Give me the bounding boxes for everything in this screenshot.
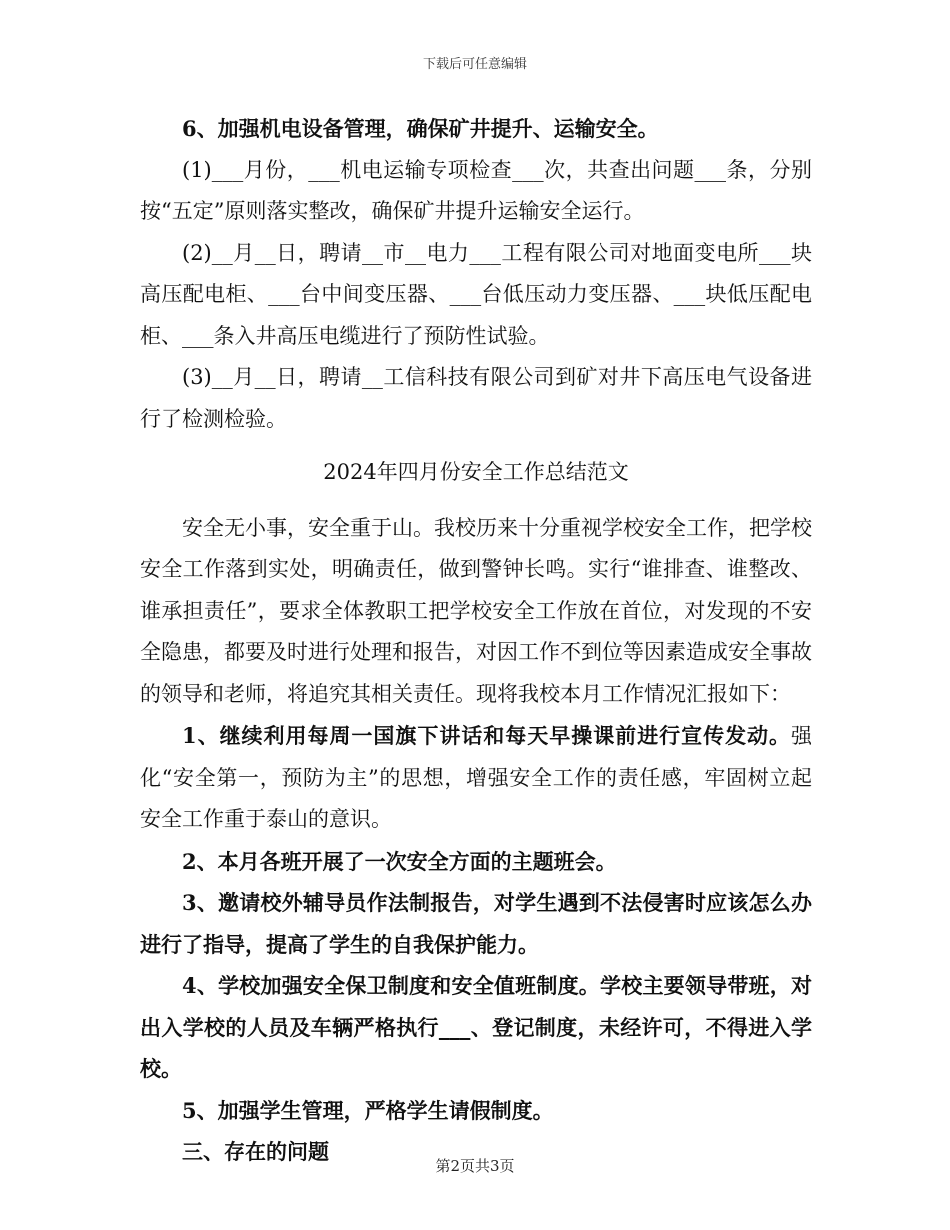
page-header: 下载后可任意编辑 <box>422 57 527 72</box>
paragraph-item-1: (1)___月份，___机电运输专项检查___次，共查出问题___条，分别按“五定”原则落实整改，确保矿井提升运输安全运行。 <box>140 157 812 223</box>
paragraph-item-3: (3)__月__日，聘请__工信科技有限公司到矿对井下高压电气设备进行了检测检验。 <box>140 365 812 431</box>
section-heading-6: 6、加强机电设备管理，确保矿井提升、运输安全。 <box>182 116 659 141</box>
paragraph-1-rest: 强化“安全第一，预防为主”的思想，增强安全工作的责任感，牢固树立起安全工作重于泰山的意识。 <box>140 724 812 831</box>
page-footer: 第2页共3页 <box>435 1157 515 1175</box>
paragraph-1-bold: 1、继续利用每周一国旗下讲话和每天早操课前进行宣传发动。 <box>182 723 791 748</box>
paragraph-2: 2、本月各班开展了一次安全方面的主题班会。 <box>182 848 617 874</box>
document-title: 2024年四月份安全工作总结范文 <box>323 460 629 484</box>
paragraph-4: 4、学校加强安全保卫制度和安全值班制度。学校主要领导带班，对出入学校的人员及车辆严格执行___、登记制度，未经许可，不得进入学校。 <box>140 973 812 1081</box>
intro-paragraph: 安全无小事，安全重于山。我校历来十分重视学校安全工作，把学校安全工作落到实处，明确责任，做到警钟长鸣。实行“谁排查、谁整改、谁承担责任”，要求全体教职工把学校安全工作放在首位，对发现的不安全隐患，都要及时进行处理和报告，对因工作不到位等因素造成安全事故的领导和老师，将追究其相关责任。现将我校本月工作情况汇报如下： <box>140 515 812 706</box>
section-heading-3: 三、存在的问题 <box>182 1139 329 1164</box>
paragraph-5: 5、加强学生管理，严格学生请假制度。 <box>182 1097 554 1123</box>
paragraph-3: 3、邀请校外辅导员作法制报告，对学生遇到不法侵害时应该怎么办进行了指导，提高了学生的自我保护能力。 <box>140 890 812 957</box>
document-body <box>140 108 812 1173</box>
paragraph-item-2: (2)__月__日，聘请__市__电力___工程有限公司对地面变电所___块高压配电柜、___台中间变压器、___台低压动力变压器、___块低压配电柜、___条入井高压电缆进行了预防性试验。 <box>140 240 812 348</box>
paragraph-1 <box>140 715 812 841</box>
